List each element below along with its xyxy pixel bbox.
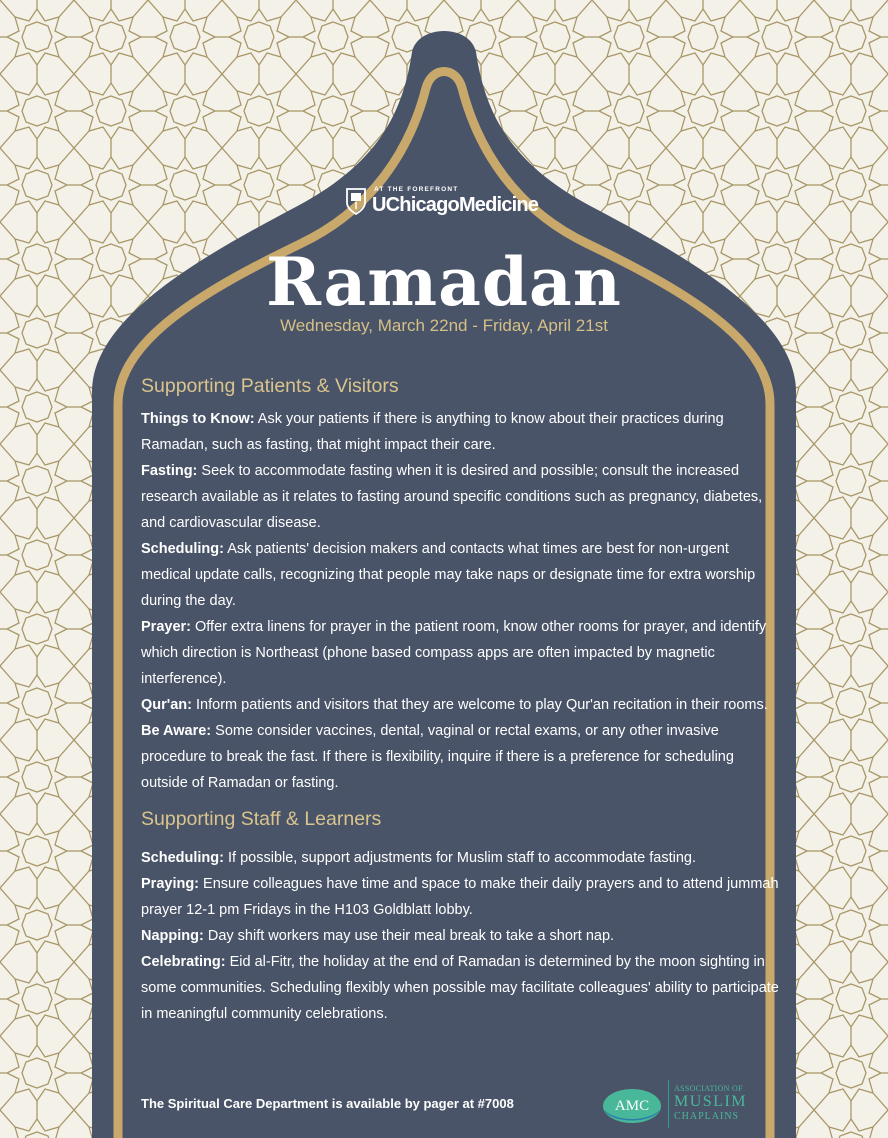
list-item [141,845,781,871]
list-item [141,949,781,1027]
item-label: Celebrating: [141,954,226,970]
logo-tagline: AT THE FOREFRONT [374,186,459,193]
shield-crest-icon [346,187,366,215]
item-text: Ask your patients if there is anything to know about their practices during Ramadan, such as fasting, that might impact their care. [141,411,724,453]
item-text: Ensure colleagues have time and space to make their daily prayers and to attend jummah prayer 12-1 pm Fridays in the H103 Goldblatt lobby. [141,876,779,918]
amc-abbr: AMC [614,1098,650,1114]
item-text: Offer extra linens for prayer in the patient room, know other rooms for prayer, and identify which direction is Northeast (phone based compass apps are often impacted by magnetic interference). [141,619,767,687]
item-label: Be Aware: [141,723,212,739]
list-item [141,923,781,949]
item-label: Fasting: [141,463,198,479]
pager-note: The Spiritual Care Department is available by pager at #7008 [141,1096,514,1111]
item-text: Some consider vaccines, dental, vaginal or rectal exams, or any other invasive procedure to break the fast. If there is flexibility, inquire if there is a preference for scheduling outside of Ramadan or fasting. [141,723,734,791]
item-label: Scheduling: [141,541,224,557]
item-label: Napping: [141,928,204,944]
amc-line1: ASSOCIATION OF [674,1084,743,1093]
amc-line2: MUSLIM [674,1093,748,1110]
divider [668,1080,669,1128]
list-item [141,614,781,692]
list-item [141,406,781,458]
content [141,375,781,1027]
item-text: Seek to accommodate fasting when it is desired and possible; consult the increased research available as it relates to fasting around specific conditions such as pregnancy, diabetes, and cardiovascular disease. [141,463,763,531]
list-item [141,718,781,796]
item-text: Eid al-Fitr, the holiday at the end of Ramadan is determined by the moon sighting in some communities. Scheduling flexibly when possible may facilitate colleagues' ability to participate in meaningful community celebrations. [141,954,779,1022]
list-item [141,692,781,718]
item-label: Qur'an: [141,697,192,713]
item-label: Scheduling: [141,850,224,866]
logo-name: UChicagoMedicine [372,194,539,216]
section-title: Supporting Staff & Learners [141,808,382,830]
item-text: Ask patients' decision makers and contacts what times are best for non-urgent medical update calls, recognizing that people may take naps or designate time for extra worship during the day. [141,541,756,609]
section-title: Supporting Patients & Visitors [141,375,399,397]
section-patients-visitors [141,375,781,796]
list-item [141,536,781,614]
list-item [141,871,781,923]
date-range: Wednesday, March 22nd - Friday, April 21st [280,316,608,335]
section-staff-learners [141,808,781,1027]
item-text: If possible, support adjustments for Muslim staff to accommodate fasting. [228,850,696,866]
amc-logo [602,1078,782,1130]
amc-line3: CHAPLAINS [674,1111,740,1122]
page-title: Ramadan [266,243,622,321]
item-text: Inform patients and visitors that they are welcome to play Qur'an recitation in their rooms. [196,697,768,713]
uchicago-medicine-logo [346,186,556,220]
item-text: Day shift workers may use their meal break to take a short nap. [207,928,615,944]
amc-oval-icon [602,1088,662,1124]
list-item [141,458,781,536]
item-label: Things to Know: [141,411,255,427]
item-label: Prayer: [141,619,191,635]
item-label: Praying: [141,876,200,892]
